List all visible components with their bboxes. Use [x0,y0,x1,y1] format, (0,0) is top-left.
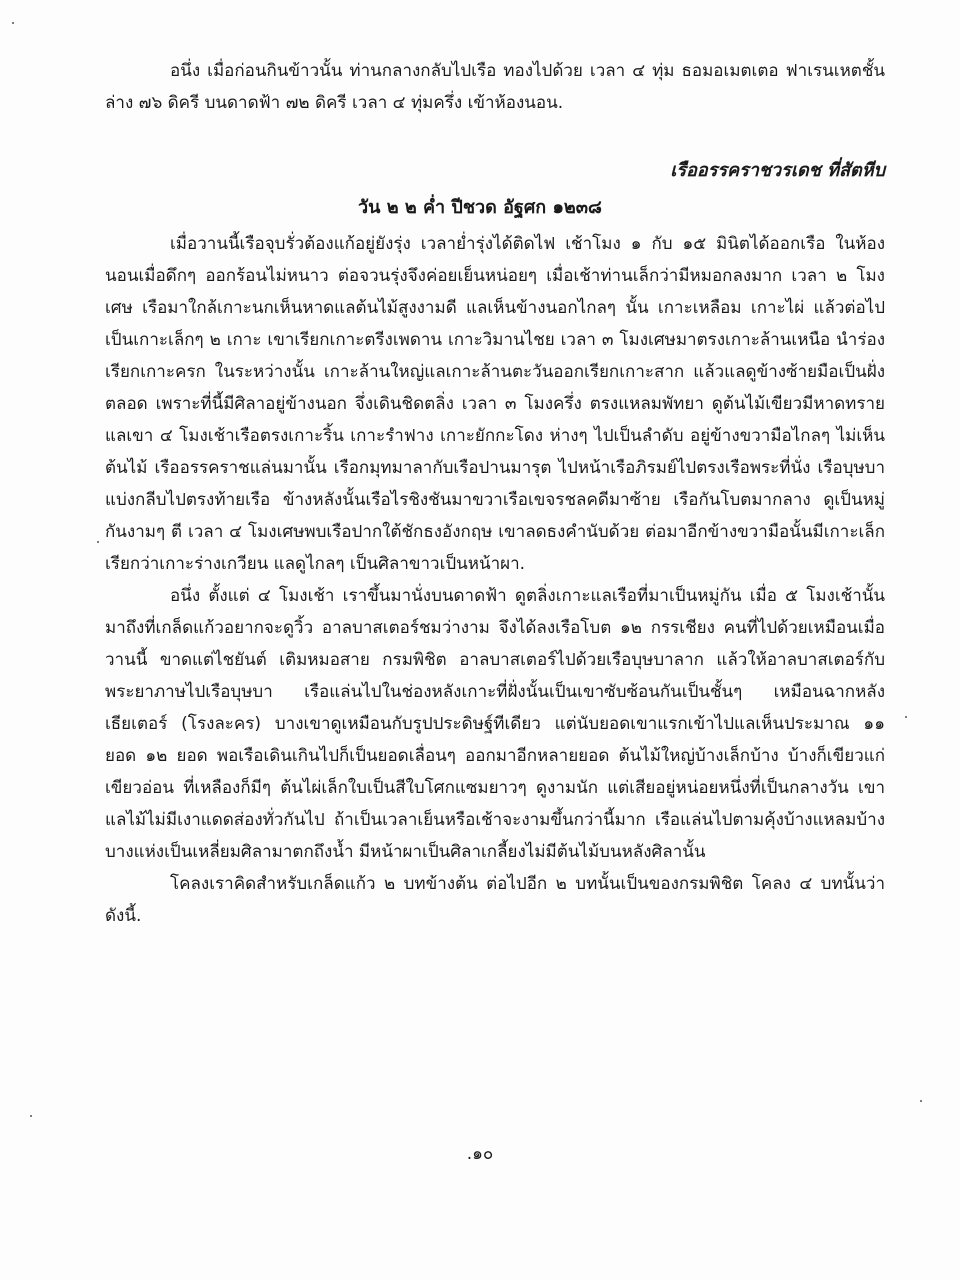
section-heading-place: เรืออรรคราชวรเดช ที่สัตหีบ [670,160,885,181]
opening-paragraph: อนึ่ง เมื่อก่อนกินข้าวนั้น ท่านกลางกลับไปเรือ ทองไปด้วย เวลา ๔ ทุ่ม ธอมอเมตเตอ ฟาเรนเหตชั้นล่าง ๗๖ ดิครี บนดาดฟ้า ๗๒ ดิครี เวลา ๔ ทุ่มครึ่ง เข้าห้องนอน. [105,61,885,113]
scan-speck [12,22,14,24]
scan-speck [30,1115,32,1117]
page-number: .๑๐ [466,1144,494,1164]
scan-speck [905,716,907,718]
body-paragraph: อนึ่ง ตั้งแต่ ๔ โมงเช้า เราขึ้นมานั่งบนดาดฟ้า ดูตลิ่งเกาะแลเรือที่มาเป็นหมู่กัน เมื่อ ๕ โมงเช้านั้น มาถึงที่เกล็ดแก้วอยากจะดูวิ้ว อาลบาสเตอร์ชมว่างาม จึงได้ลงเรือโบต ๑๒ กรรเชียง คนที่ไปด้วยเหมือนเมื่อวานนี้ ขาดแต่ไชยันต์ เติมหมอสาย กรมพิชิต อาลบาสเตอร์ไปด้วยเรือบุษบาลาก แล้วให้อาลบาสเตอร์กับพระยาภาษไปเรือบุษบา เรือแล่นไปในช่องหลังเกาะที่ฝั่งนั้นเป็นเขาซับซ้อนกันเป็นชั้นๆ เหมือนฉากหลังเธียเตอร์ (โรงละคร) บางเขาดูเหมือนกับรูปประดิษฐ์ทีเดียว แต่นับยอดเขาแรกเข้าไปแลเห็นประมาณ ๑๑ ยอด ๑๒ ยอด พอเรือเดินเกินไปก็เป็นยอดเลื่อนๆ ออกมาอีกหลายยอด ต้นไม้ใหญ่บ้างเล็กบ้าง บ้างก็เขียวแก่เขียวอ่อน ที่เหลืองก็มีๆ ต้นไผ่เล็กใบเป็นสีใบโศกแซมยาวๆ ดูงามนัก แต่เสียอยู่หน่อยหนึ่งที่เป็นกลางวัน เขาแลไม้ไม่มีเงาแดดส่องทั่วกันไป ถ้าเป็นเวลาเย็นหรือเช้าจะงามขึ้นกว่านี้มาก เรือแล่นไปตามคุ้งบ้างแหลมบ้าง บางแห่งเป็นเหลี่ยมศิลามาตกถึงน้ำ มีหน้าผาเป็นศิลาเกลี้ยงไม่มีต้นไม้บนหลังศิลานั้น [105,586,885,862]
scan-speck [920,1100,922,1102]
body-paragraph: เมื่อวานนี้เรือจุบรั่วต้องแก้อยู่ยังรุ่ง เวลาย่ำรุ่งได้ติดไฟ เช้าโมง ๑ กับ ๑๕ มินิตได้ออกเรือ ในห้องนอนเมื่อดึกๆ ออกร้อนไม่หนาว ต่อจวนรุ่งจึงค่อยเย็นหน่อยๆ เมื่อเช้าท่านเล็กว่ามีหมอกลงมาก เวลา ๒ โมงเศษ เรือมาใกล้เกาะนกเห็นหาดแลต้นไม้สูงงามดี แลเห็นข้างนอกไกลๆ นั้น เกาะเหลือม เกาะไผ่ แล้วต่อไปเป็นเกาะเล็กๆ ๒ เกาะ เขาเรียกเกาะตรีงเพดาน เกาะวิมานไชย เวลา ๓ โมงเศษมาตรงเกาะล้านเหนือ นำร่องเรียกเกาะครก ในระหว่างนั้น เกาะล้านใหญ่แลเกาะล้านตะวันออกเรียกเกาะสาก แล้วแลดูข้างซ้ายมือเป็นฝั่งตลอด เพราะที่นี้มีศิลาอยู่ข้างนอก จึ่งเดินชิดตลิ่ง เวลา ๓ โมงครึ่ง ตรงแหลมพัทยา ดูต้นไม้เขียวมีหาดทรายแลเขา ๔ โมงเช้าเรือตรงเกาะริ้น เกาะรำฟาง เกาะยักกะโดง ห่างๆ ไปเป็นลำดับ อยู่ข้างขวามือไกลๆ ไม่เห็นต้นไม้ เรืออรรคราชแล่นมานั้น เรือกมุทมาลากับเรือปานมารุต ไปหน้าเรือภิรมย์ไปตรงเรือพระที่นั่ง เรือบุษบาแบ่งกลีบไปตรงท้ายเรือ ข้างหลังนั้นเรือไรชิงชันมาขวาเรือเขจรชลคดีมาซ้าย เรือกันโบตมากลาง ดูเป็นหมู่กันงามๆ ตี เวลา ๔ โมงเศษพบเรือปากใต้ชักธงอังกฤษ เขาลดธงคำนับด้วย ต่อมาอีกข้างขวามือนั้นมีเกาะเล็กเรียกว่าเกาะร่างเกวียน แลดูไกลๆ เป็นศิลาขาวเป็นหน้าผา. [105,234,885,574]
main-text-block [105,228,885,932]
body-paragraph: โคลงเราคิดสำหรับเกล็ดแก้ว ๒ บทข้างต้น ต่อไปอีก ๒ บทนั้นเป็นของกรมพิชิต โคลง ๔ บทนั้นว่าดังนี้. [105,874,885,926]
section-heading-date: วัน ๒ ๒ ค่ำ ปีชวด อัฐศก ๑๒๓๘ [358,197,602,218]
scan-speck [97,541,99,543]
